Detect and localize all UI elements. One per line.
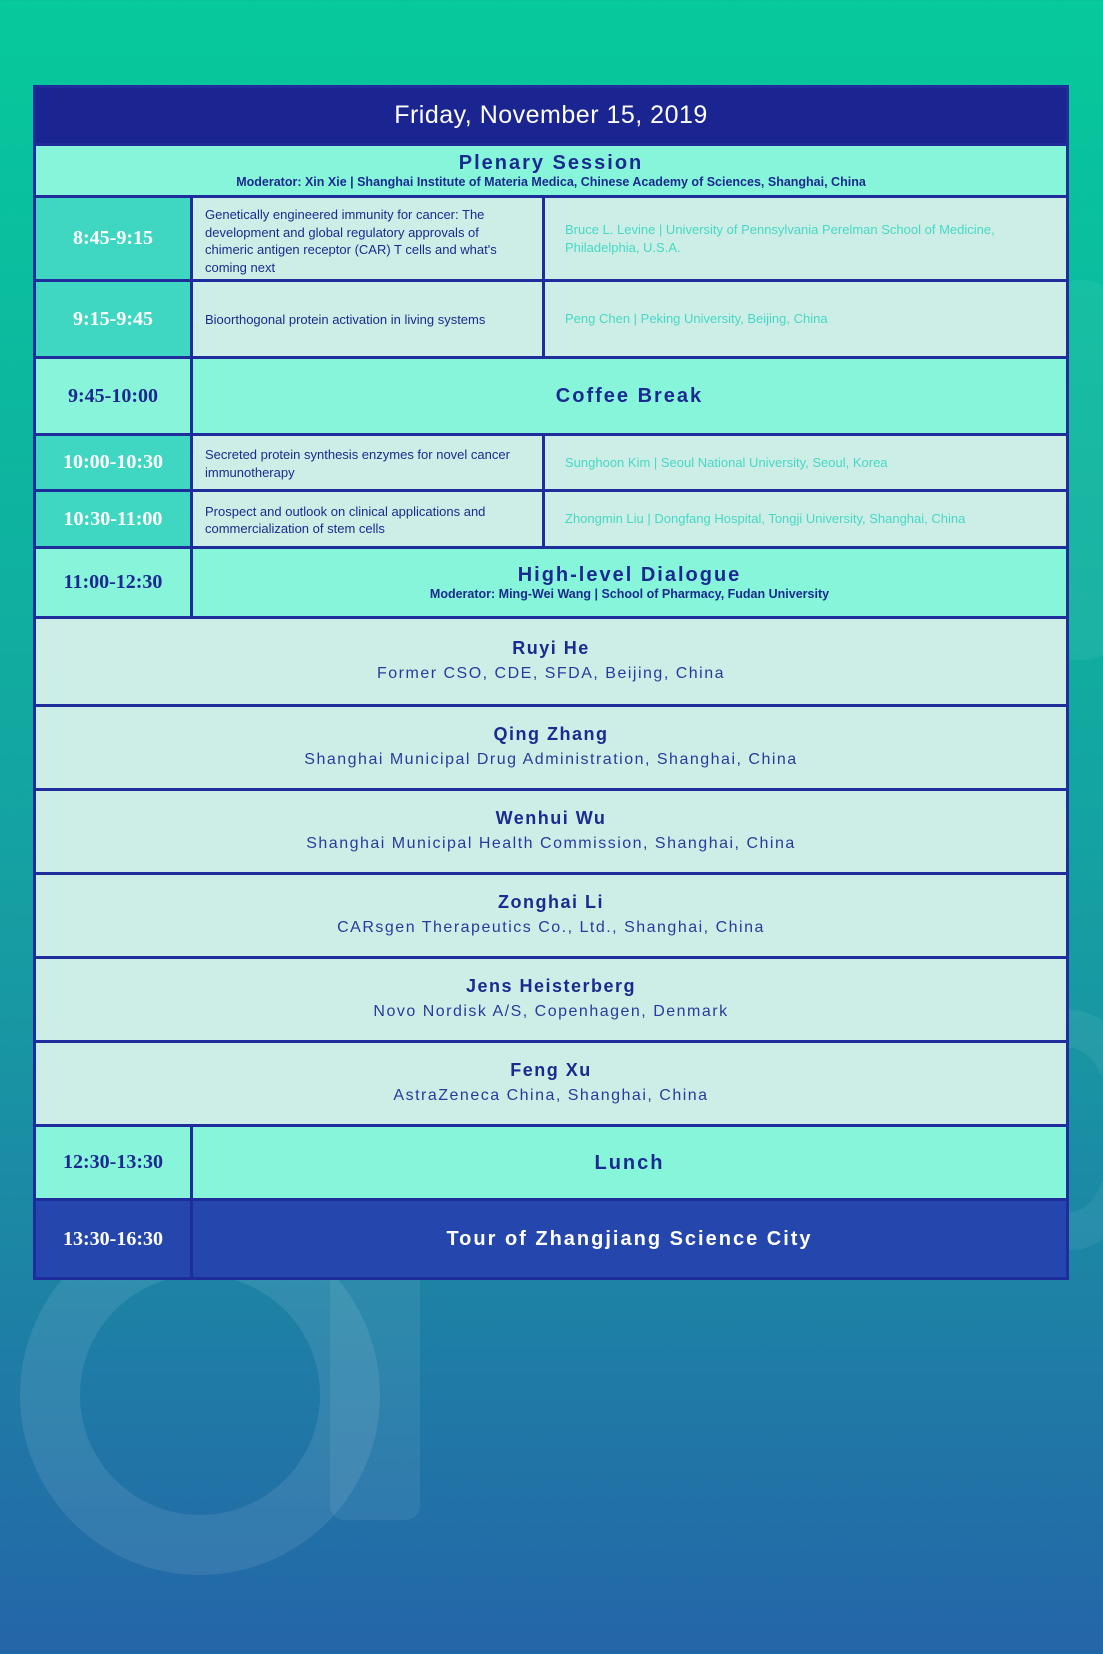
talk-time: 10:00-10:30 — [36, 436, 193, 489]
tour-label: Tour of Zhangjiang Science City — [446, 1228, 813, 1250]
panelist-name: Ruyi He — [512, 637, 590, 658]
dialogue-cell — [193, 549, 1066, 616]
coffee-break-row — [36, 356, 1066, 433]
talk-speaker: Sunghoon Kim | Seoul National University, Seoul, Korea — [545, 436, 1066, 489]
panelist-row — [36, 704, 1066, 788]
lunch-cell — [193, 1127, 1066, 1198]
schedule-table — [33, 85, 1069, 1280]
panelist-row — [36, 872, 1066, 956]
panelist-row — [36, 788, 1066, 872]
panelist-affiliation: AstraZeneca China, Shanghai, China — [393, 1086, 709, 1104]
coffee-break-label: Coffee Break — [555, 385, 704, 407]
talk-time: 10:30-11:00 — [36, 492, 193, 546]
date-header: Friday, November 15, 2019 — [36, 88, 1066, 143]
panelist-affiliation: Novo Nordisk A/S, Copenhagen, Denmark — [373, 1002, 729, 1020]
talk-row — [36, 279, 1066, 356]
coffee-break-time: 9:45-10:00 — [36, 359, 193, 433]
dialogue-moderator: Moderator: Ming-Wei Wang | School of Pharmacy, Fudan University — [429, 586, 830, 601]
plenary-session-title: Plenary Session — [458, 151, 644, 174]
talk-title — [193, 492, 545, 546]
panelist-row — [36, 956, 1066, 1040]
panelist-name: Zonghai Li — [498, 891, 604, 912]
panelist-name: Qing Zhang — [493, 723, 609, 744]
talk-title-text: Secreted protein synthesis enzymes for novel cancer immunotherapy — [205, 447, 510, 480]
panelist-affiliation: Former CSO, CDE, SFDA, Beijing, China — [376, 664, 726, 682]
talk-row — [36, 433, 1066, 489]
lunch-time: 12:30-13:30 — [36, 1127, 193, 1198]
tour-time: 13:30-16:30 — [36, 1201, 193, 1277]
tour-row — [36, 1198, 1066, 1277]
dialogue-time: 11:00-12:30 — [36, 549, 193, 616]
lunch-label: Lunch — [594, 1151, 665, 1174]
coffee-break-cell — [193, 359, 1066, 433]
talk-time: 9:15-9:45 — [36, 282, 193, 356]
panelist-name: Jens Heisterberg — [465, 975, 637, 996]
talk-speaker: Bruce L. Levine | University of Pennsylvania Perelman School of Medicine, Philadelphia, U.S.A. — [545, 198, 1066, 279]
panelist-name: Wenhui Wu — [495, 807, 607, 828]
talk-row — [36, 195, 1066, 279]
talk-title — [193, 436, 545, 489]
talk-title-text: Genetically engineered immunity for cancer: The development and global regulatory approvals of chimeric antigen receptor (CAR) T cells and what's coming next — [205, 207, 497, 275]
panelist-affiliation: Shanghai Municipal Health Commission, Shanghai, China — [306, 834, 796, 852]
panelist-affiliation: CARsgen Therapeutics Co., Ltd., Shanghai, China — [337, 918, 765, 936]
talk-title-text: Prospect and outlook on clinical applications and commercialization of stem cells — [205, 503, 486, 536]
talk-title — [193, 282, 545, 356]
talk-speaker: Zhongmin Liu | Dongfang Hospital, Tongji University, Shanghai, China — [545, 492, 1066, 546]
panelist-name: Feng Xu — [510, 1059, 592, 1080]
talk-speaker: Peng Chen | Peking University, Beijing, China — [545, 282, 1066, 356]
lunch-row — [36, 1124, 1066, 1198]
panelist-row — [36, 616, 1066, 704]
talk-time: 8:45-9:15 — [36, 198, 193, 279]
dialogue-row — [36, 546, 1066, 616]
dialogue-title: High-level Dialogue — [517, 563, 742, 586]
talk-row — [36, 489, 1066, 546]
talk-title-text: Bioorthogonal protein activation in living systems — [205, 312, 486, 328]
plenary-session-moderator: Moderator: Xin Xie | Shanghai Institute of Materia Medica, Chinese Academy of Sciences, Shanghai, China — [236, 174, 866, 189]
panelist-affiliation: Shanghai Municipal Drug Administration, Shanghai, China — [304, 750, 798, 768]
tour-cell — [193, 1201, 1066, 1277]
panelist-row — [36, 1040, 1066, 1124]
talk-title — [193, 198, 545, 279]
plenary-session-header — [36, 143, 1066, 195]
